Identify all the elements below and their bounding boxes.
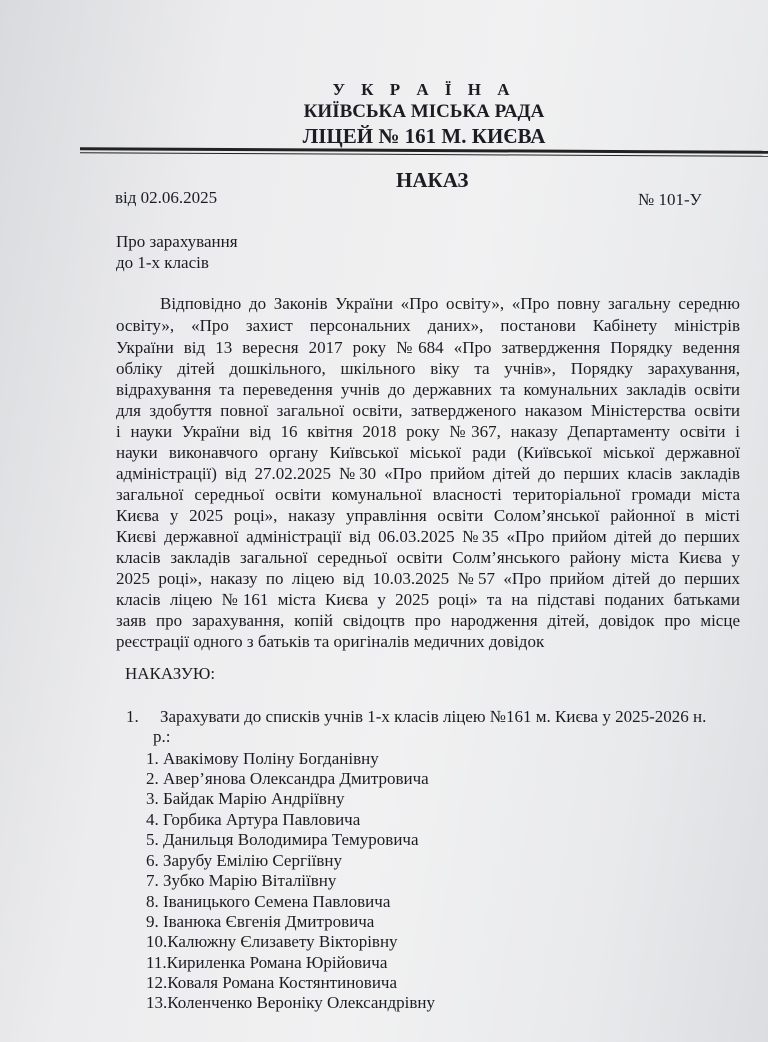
body-line: 2025 році», наказу по ліцею від 10.03.2025 №57 «Про прийом дітей до перших bbox=[116, 569, 740, 588]
item-number: 1. bbox=[126, 707, 139, 726]
order-subject-line-1: Про зарахування bbox=[116, 232, 238, 251]
body-line: і науки України від 16 квітня 2018 року №367, наказу Департаменту освіти і bbox=[116, 422, 740, 441]
item-text: Зарахувати до списків учнів 1-х класів ліцею №161 м. Києва у 2025-2026 н. bbox=[160, 707, 707, 726]
body-line: реєстрації одного з батьків та оригіналів медичних довідок bbox=[116, 632, 545, 651]
student-list-item: 5. Данильця Володимира Темуровича bbox=[146, 830, 419, 849]
body-line: обліку дітей дошкільного, шкільного віку та учнів», Порядку зарахування, bbox=[116, 359, 740, 378]
student-list-item: 11.Кириленка Романа Юрійовича bbox=[146, 953, 388, 972]
student-list-item: 1. Авакімову Поліну Богданівну bbox=[146, 749, 379, 768]
student-list-item: 13.Коленченко Вероніку Олександрівну bbox=[146, 993, 435, 1012]
body-line: Відповідно до Законів України «Про освіту», «Про повну загальну середню bbox=[160, 294, 740, 313]
order-directive: НАКАЗУЮ: bbox=[125, 664, 216, 683]
body-line: адміністрації) від 27.02.2025 №30 «Про прийом дітей до перших класів закладів bbox=[116, 464, 740, 483]
item-text-continuation: р.: bbox=[153, 727, 171, 746]
order-subject-line-2: до 1-х класів bbox=[116, 253, 209, 272]
student-list-item: 3. Байдак Марію Андріївну bbox=[146, 789, 345, 808]
body-line: загальної середньої освіти комунальної власності територіальної громади міста bbox=[116, 485, 740, 504]
student-list-item: 9. Іванюка Євгенія Дмитровича bbox=[146, 912, 375, 931]
body-line: Києва у 2025 році», наказу управління освіти Солом’янської районної в місті bbox=[116, 506, 740, 525]
student-list-item: 4. Горбика Артура Павловича bbox=[146, 810, 361, 829]
body-line: відрахування та переведення учнів до державних та комунальних закладів освіти bbox=[116, 380, 740, 399]
student-list-item: 12.Коваля Романа Костянтиновича bbox=[146, 973, 398, 992]
body-line: заяв про зарахування, копій свідоцтв про народження дітей, довідок про місце bbox=[116, 611, 740, 630]
body-line: освіту», «Про захист персональних даних», постанови Кабінету міністрів bbox=[116, 316, 740, 335]
body-line: для здобуття повної загальної освіти, затвердженого наказом Міністерства освіти bbox=[116, 401, 740, 420]
body-line: науки виконавчого органу Київської міської ради (Київської міської державної bbox=[116, 443, 740, 462]
body-line: Києві державної адміністрації від 06.03.2025 №35 «Про прийом дітей до перших bbox=[116, 527, 740, 546]
header-country: У К Р А Ї Н А bbox=[332, 80, 516, 99]
student-list-item: 10.Калюжну Єлизавету Вікторівну bbox=[146, 932, 398, 951]
body-line: України від 13 вересня 2017 року №684 «Про затвердження Порядку ведення bbox=[116, 338, 740, 357]
student-list-item: 6. Зарубу Емілію Сергіївну bbox=[146, 851, 343, 870]
order-title: НАКАЗ bbox=[396, 168, 469, 192]
student-list-item: 8. Іваницького Семена Павловича bbox=[146, 892, 391, 911]
student-list-item: 2. Авер’янова Олександра Дмитровича bbox=[146, 769, 429, 788]
header-school: ЛІЦЕЙ № 161 М. КИЄВА bbox=[302, 124, 546, 148]
body-line: класів закладів загальної середньої освіти Солм’янського району міста Києва у bbox=[116, 548, 740, 567]
student-list-item: 7. Зубко Марію Віталіївну bbox=[146, 871, 337, 890]
order-date: від 02.06.2025 bbox=[115, 188, 218, 207]
body-line: класів ліцею №161 міста Києва у 2025 році» та на підставі поданих батьками bbox=[116, 590, 740, 609]
header-council: КИЇВСЬКА МІСЬКА РАДА bbox=[303, 101, 545, 122]
order-number: № 101-У bbox=[638, 190, 702, 209]
